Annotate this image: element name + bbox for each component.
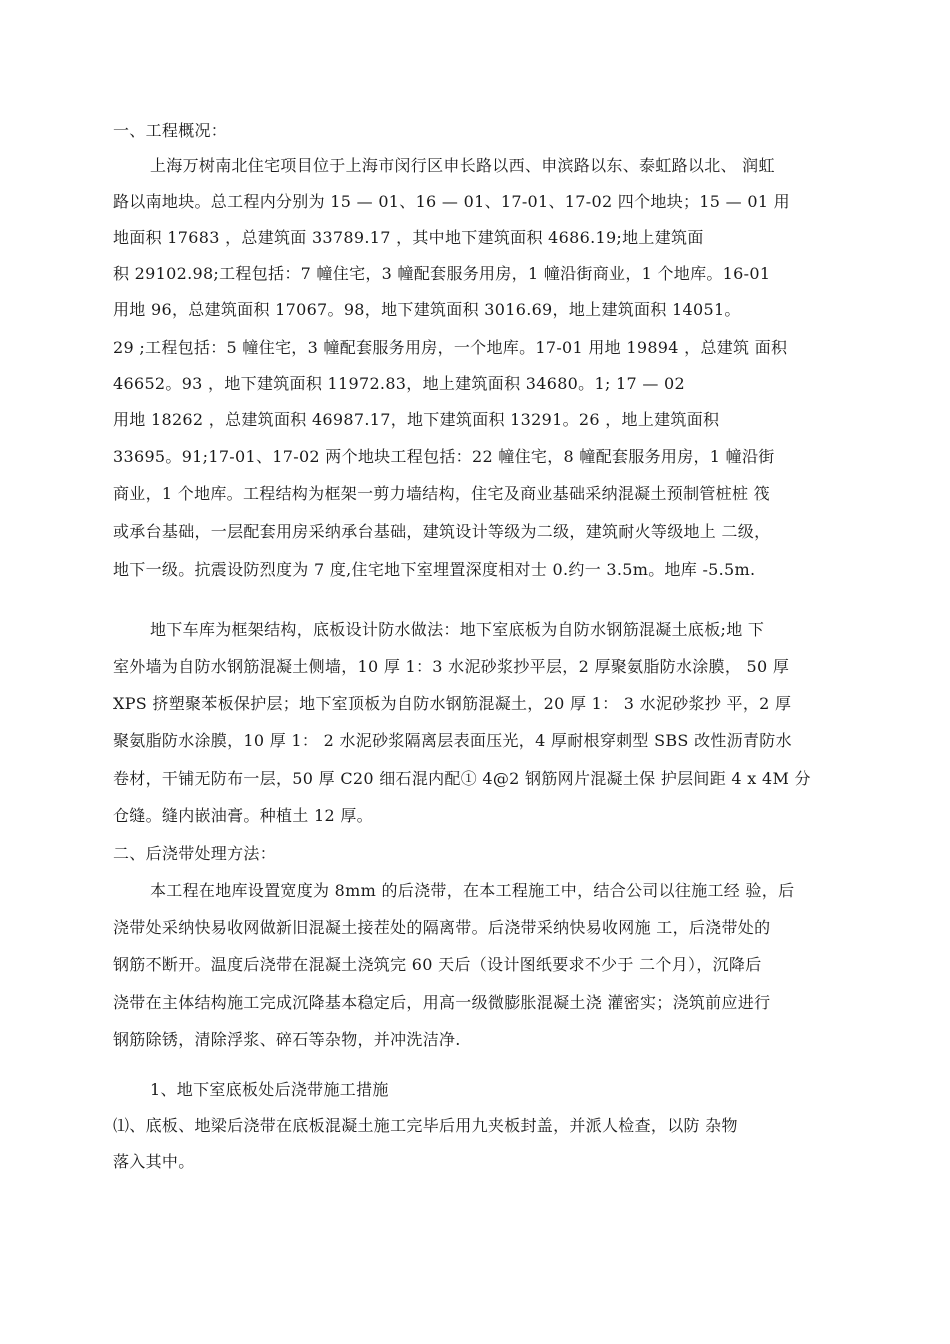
paragraph-line: 钢筋除锈，清除浮浆、碎石等杂物，并冲洗洁净. — [113, 1030, 461, 1049]
paragraph-line: 卷材，干铺无防布一层，50 厚 C20 细石混内配① 4@2 钢筋网片混凝土保 护层间距 4 x 4M 分 — [113, 769, 811, 788]
paragraph-line: 29 ;工程包括：5 幢住宅，3 幢配套服务用房，一个地库。17-01 用地 19894 ，总建筑 面积 — [113, 338, 788, 357]
paragraph-line: 上海万树南北住宅项目位于上海市闵行区申长路以西、申滨路以东、泰虹路以北、 润虹 — [150, 156, 775, 175]
section-heading-1: 一、工程概况： — [113, 121, 228, 140]
paragraph-line: 地下车库为框架结构，底板设计防水做法：地下室底板为自防水钢筋混凝土底板;地 下 — [150, 620, 765, 639]
paragraph-line: 46652。93 ，地下建筑面积 11972.83，地上建筑面积 34680。1; 17 — 02 — [113, 374, 686, 393]
paragraph-line: 或承台基础，一层配套用房采纳承台基础，建筑设计等级为二级，建筑耐火等级地上 二级， — [113, 522, 771, 541]
paragraph-line: 用地 96，总建筑面积 17067。98，地下建筑面积 3016.69，地上建筑面积 14051。 — [113, 300, 741, 319]
paragraph-line: 路以南地块。总工程内分别为 15 — 01、16 — 01、17-01、17-02 四个地块；15 — 01 用 — [113, 192, 790, 211]
section-heading-2: 二、后浇带处理方法： — [113, 844, 277, 863]
paragraph-line: 浇带处采纳快易收网做新旧混凝土接茬处的隔离带。后浇带采纳快易收网施 工，后浇带处的 — [113, 918, 771, 937]
paragraph-line: 地下一级。抗震设防烈度为 7 度,住宅地下室埋置深度相对士 0.约一 3.5m。地库 -5.5m. — [113, 560, 756, 579]
paragraph-line: 浇带在主体结构施工完成沉降基本稳定后，用高一级微膨胀混凝土浇 灌密实；浇筑前应进行 — [113, 993, 771, 1012]
paragraph-line: 落入其中。 — [113, 1152, 195, 1171]
paragraph-line: 积 29102.98;工程包括：7 幢住宅，3 幢配套服务用房，1 幢沿街商业，1 个地库。16-01 — [113, 264, 771, 283]
paragraph-line: 商业，1 个地库。工程结构为框架一剪力墙结构，住宅及商业基础采纳混凝土预制管桩桩 筏 — [113, 484, 770, 503]
paragraph-line: 钢筋不断开。温度后浇带在混凝土浇筑完 60 天后（设计图纸要求不少于 二个月），沉降后 — [113, 955, 762, 974]
paragraph-line: ⑴、底板、地梁后浇带在底板混凝土施工完毕后用九夹板封盖，并派人检查，以防 杂物 — [113, 1116, 738, 1135]
subsection-heading-1: 1、地下室底板处后浇带施工措施 — [150, 1080, 389, 1099]
paragraph-line: 聚氨脂防水涂膜，10 厚 1： 2 水泥砂浆隔离层表面压光，4 厚耐根穿刺型 SBS 改性沥青防水 — [113, 731, 792, 750]
paragraph-line: 仓缝。缝内嵌油膏。种植土 12 厚。 — [113, 806, 373, 825]
paragraph-line: 用地 18262 ，总建筑面积 46987.17，地下建筑面积 13291。26 ，地上建筑面积 — [113, 410, 720, 429]
paragraph-line: XPS 挤塑聚苯板保护层；地下室顶板为自防水钢筋混凝土，20 厚 1： 3 水泥砂浆抄 平，2 厚 — [113, 694, 792, 713]
paragraph-line: 33695。91;17-01、17-02 两个地块工程包括：22 幢住宅，8 幢配套服务用房，1 幢沿街 — [113, 447, 775, 466]
paragraph-line: 本工程在地库设置宽度为 8mm 的后浇带，在本工程施工中，结合公司以往施工经 验，后 — [150, 881, 795, 900]
paragraph-line: 室外墙为自防水钢筋混凝土侧墙，10 厚 1：3 水泥砂浆抄平层，2 厚聚氨脂防水涂膜， 50 厚 — [113, 657, 790, 676]
paragraph-line: 地面积 17683 ，总建筑面 33789.17 ，其中地下建筑面积 4686.19;地上建筑面 — [113, 228, 704, 247]
